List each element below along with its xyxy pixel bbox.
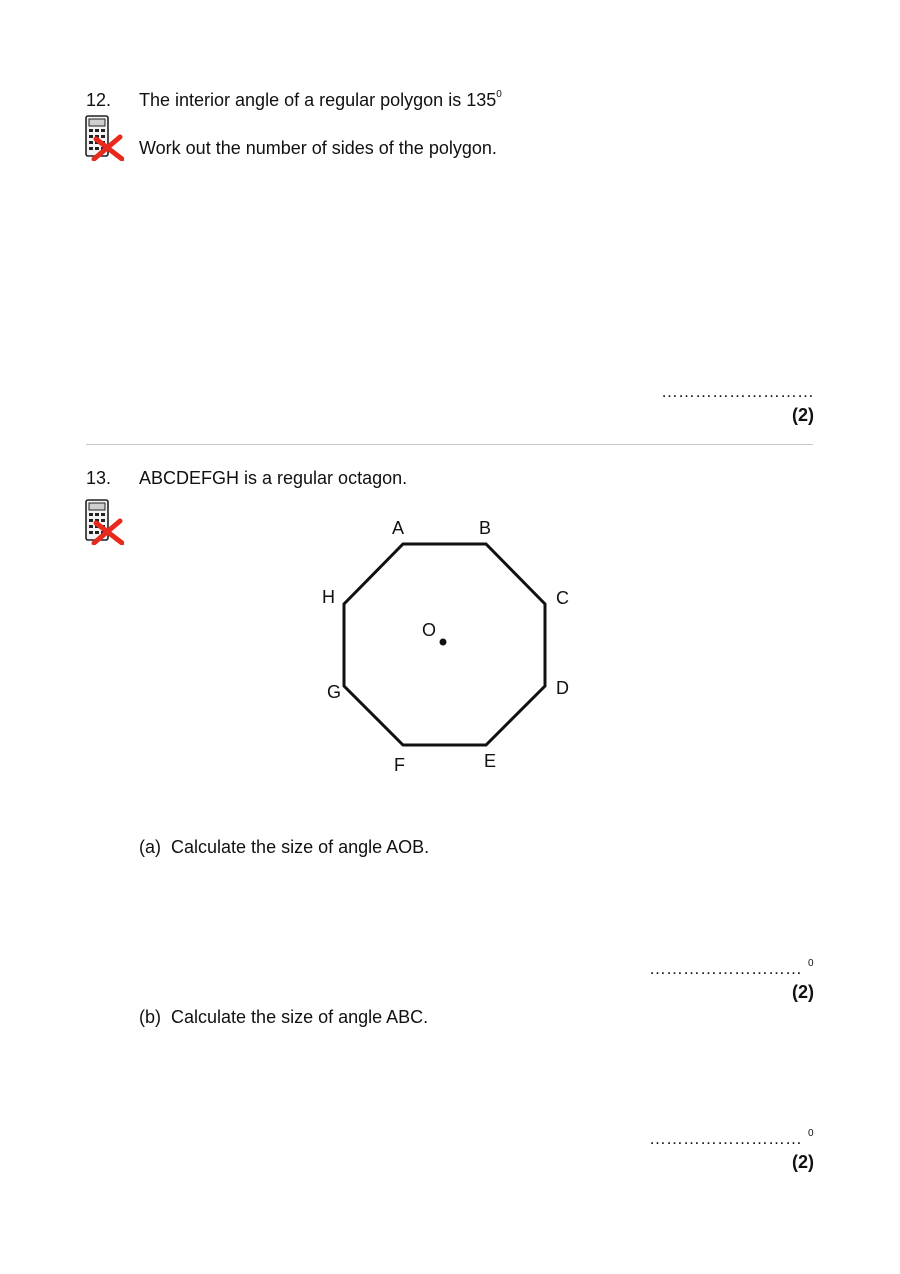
- octagon-diagram: [300, 505, 600, 785]
- part-a-row: [139, 836, 429, 858]
- part-b-marks: (2): [792, 1152, 814, 1172]
- question-12-text: [139, 89, 502, 115]
- question-13-number: 13.: [86, 468, 112, 488]
- question-12-instruction: Work out the number of sides of the polygon.: [139, 138, 497, 158]
- center-point-o: [440, 639, 447, 646]
- part-a-degree: 0: [808, 958, 814, 969]
- vertex-label-a: A: [392, 518, 405, 538]
- part-b-degree: 0: [808, 1128, 814, 1139]
- question-12-stem: The interior angle of a regular polygon is 135: [139, 90, 497, 110]
- vertex-label-b: B: [479, 518, 492, 538]
- vertex-label-d: D: [556, 678, 569, 698]
- part-a-answer-line[interactable]: ………………………: [649, 959, 802, 978]
- part-b-label: (b): [139, 1007, 161, 1027]
- part-a-text: Calculate the size of angle AOB.: [171, 837, 430, 857]
- question-12-marks: (2): [792, 405, 814, 425]
- question-12-number: 12.: [86, 90, 112, 110]
- vertex-label-c: C: [556, 588, 569, 608]
- no-calculator-icon: [84, 115, 124, 161]
- vertex-label-h: H: [322, 587, 335, 607]
- section-divider: [86, 444, 813, 445]
- part-b-row: [139, 1006, 428, 1028]
- center-label-o: O: [422, 620, 437, 640]
- question-12-degree: 0: [496, 89, 502, 100]
- part-b-answer-line[interactable]: ………………………: [649, 1129, 802, 1148]
- vertex-label-f: F: [394, 755, 405, 775]
- part-b-text: Calculate the size of angle ABC.: [171, 1007, 429, 1027]
- part-a-label: (a): [139, 837, 161, 857]
- vertex-label-e: E: [484, 751, 497, 771]
- vertex-label-g: G: [327, 682, 342, 702]
- no-calculator-icon: [84, 499, 124, 545]
- question-12-answer-line[interactable]: ………………………: [661, 382, 814, 401]
- question-13-text: ABCDEFGH is a regular octagon.: [139, 468, 408, 488]
- part-a-marks: (2): [792, 982, 814, 1002]
